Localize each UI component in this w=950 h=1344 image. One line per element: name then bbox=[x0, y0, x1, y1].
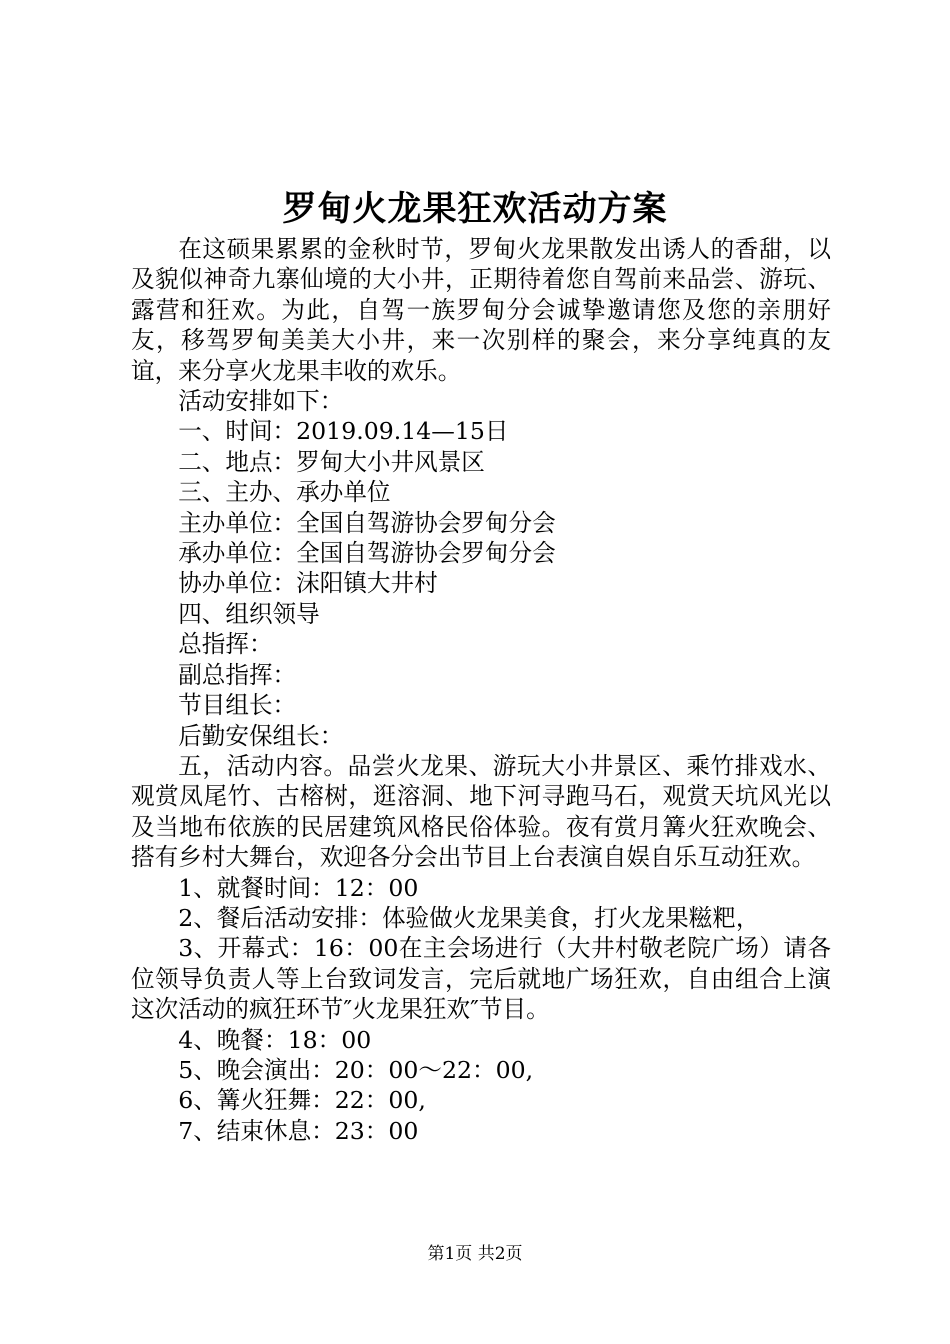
paragraph-schedule-opening: 3、开幕式：16：00在主会场进行（大井村敬老院广场）请各位领导负责人等上台致词发言，完后就地广场狂欢，自由组合上演这次活动的疯狂环节″火龙果狂欢″节目。 bbox=[131, 934, 831, 1024]
paragraph-schedule-end: 7、结束休息：23：00 bbox=[178, 1116, 419, 1145]
paragraph-location: 二、地点：罗甸大小井风景区 bbox=[178, 447, 485, 476]
paragraph-time: 一、时间：2019.09.14—15日 bbox=[178, 417, 509, 446]
paragraph-organizers-heading: 三、主办、承办单位 bbox=[178, 478, 391, 507]
paragraph-commander: 总指挥： bbox=[178, 630, 273, 659]
document-body bbox=[131, 234, 831, 1146]
paragraph-schedule-lunch: 1、就餐时间：12：00 bbox=[178, 873, 419, 902]
paragraph-arrangement-heading: 活动安排如下： bbox=[178, 387, 344, 416]
paragraph-deputy-commander: 副总指挥： bbox=[178, 660, 297, 689]
paragraph-program-lead: 节目组长： bbox=[178, 691, 297, 720]
paragraph-schedule-afternoon: 2、餐后活动安排：体验做火龙果美食，打火龙果糍粑， bbox=[178, 903, 760, 932]
paragraph-schedule-gala: 5、晚会演出：20：00～22：00, bbox=[178, 1055, 534, 1084]
paragraph-schedule-dinner: 4、晚餐：18：00 bbox=[178, 1025, 372, 1054]
paragraph-leadership-heading: 四、组织领导 bbox=[178, 599, 320, 628]
page-footer: 第1页 共2页 bbox=[427, 1244, 523, 1264]
paragraph-invitation: 在这硕果累累的金秋时节，罗甸火龙果散发出诱人的香甜，以及貌似神奇九寨仙境的大小井，正期待着您自驾前来品尝、游玩、露营和狂欢。为此，自驾一族罗甸分会诚挚邀请您及您的亲朋好友，移驾罗甸美美大小井，来一次别样的聚会，来分享纯真的友谊，来分享火龙果丰收的欢乐。 bbox=[131, 235, 831, 385]
paragraph-schedule-bonfire: 6、篝火狂舞：22：00, bbox=[178, 1086, 426, 1115]
paragraph-host: 主办单位：全国自驾游协会罗甸分会 bbox=[178, 508, 556, 537]
paragraph-logistics-lead: 后勤安保组长： bbox=[178, 721, 344, 750]
document-title: 罗甸火龙果狂欢活动方案 bbox=[282, 189, 668, 229]
paragraph-co-organizer: 协办单位：沫阳镇大井村 bbox=[178, 569, 438, 598]
paragraph-activities: 五，活动内容。品尝火龙果、游玩大小井景区、乘竹排戏水、观赏凤尾竹、古榕树，逛溶洞、地下河寻跑马石，观赏天坑风光以及当地布依族的民居建筑风格民俗体验。夜有赏月篝火狂欢晚会、搭有乡村大舞台，欢迎各分会出节目上台表演自娱自乐互动狂欢。 bbox=[131, 751, 831, 872]
paragraph-undertaker: 承办单位：全国自驾游协会罗甸分会 bbox=[178, 539, 556, 568]
